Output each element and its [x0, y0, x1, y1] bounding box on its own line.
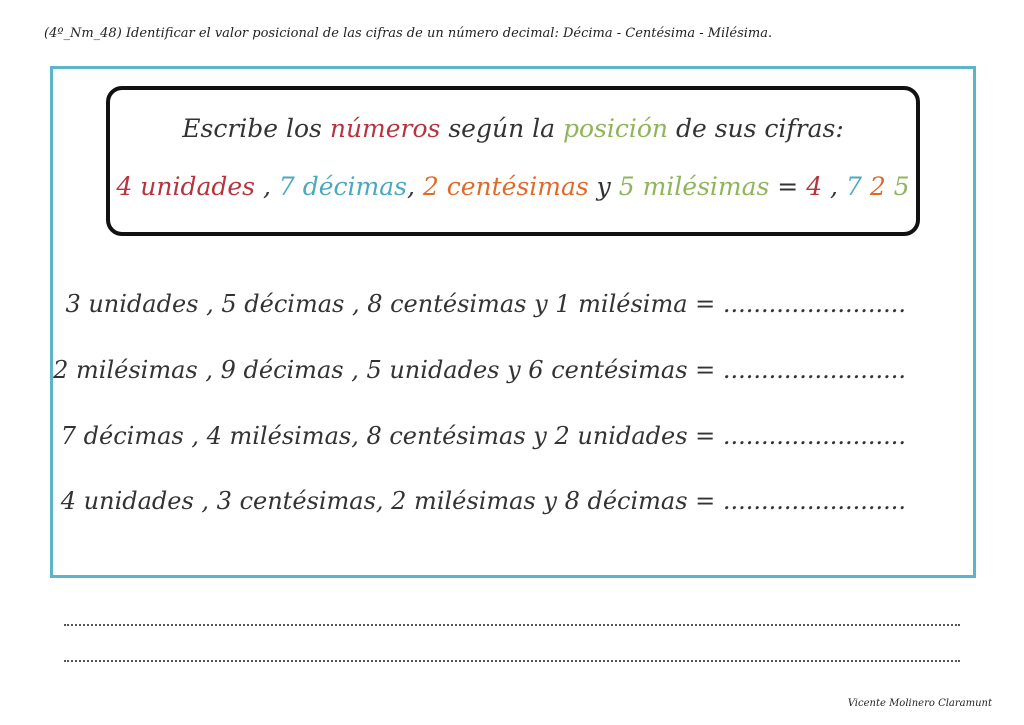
author-credit: Vicente Molinero Claramunt [847, 698, 992, 709]
instr-part: según la [440, 114, 563, 143]
ex-answer-digit: 2 [869, 172, 886, 201]
answer-line[interactable] [64, 660, 960, 662]
answer-line[interactable] [64, 624, 960, 626]
instr-posicion: posición [562, 114, 668, 143]
instr-part: Escribe los [182, 114, 330, 143]
ex-answer-digit: 7 [845, 172, 862, 201]
ex-centesimas: 2 centésimas [422, 172, 589, 201]
question-2[interactable]: 2 milésimas , 9 décimas , 5 unidades y 6 centésimas = ........................ [53, 356, 906, 384]
ex-sep: y [588, 172, 619, 201]
question-4[interactable]: 4 unidades , 3 centésimas, 2 milésimas y 8 décimas = ........................ [60, 487, 906, 515]
ex-space [862, 172, 870, 201]
ex-answer-digit: 5 [893, 172, 910, 201]
question-3[interactable]: 7 décimas , 4 milésimas, 8 centésimas y 2 unidades = ........................ [60, 422, 906, 450]
instr-part: de sus cifras: [668, 114, 844, 143]
instruction-box [106, 86, 920, 236]
ex-decimas: 7 décimas [278, 172, 407, 201]
question-1[interactable]: 3 unidades , 5 décimas , 8 centésimas y 1 milésima = ........................ [65, 290, 906, 318]
ex-space [886, 172, 894, 201]
ex-answer-digit: 4 [806, 172, 823, 201]
ex-sep: , [255, 172, 279, 201]
instr-numeros: números [329, 114, 441, 143]
ex-sep: , [406, 172, 423, 201]
ex-milesimas: 5 milésimas [618, 172, 770, 201]
worksheet-title: (4º_Nm_48) Identificar el valor posicional de las cifras de un número decimal: Décima - Centésima - Milésima. [44, 26, 773, 41]
instruction-text [110, 114, 916, 143]
ex-equals: = [769, 172, 807, 201]
ex-comma: , [822, 172, 846, 201]
ex-unidades: 4 unidades [116, 172, 255, 201]
example-line [110, 172, 916, 201]
